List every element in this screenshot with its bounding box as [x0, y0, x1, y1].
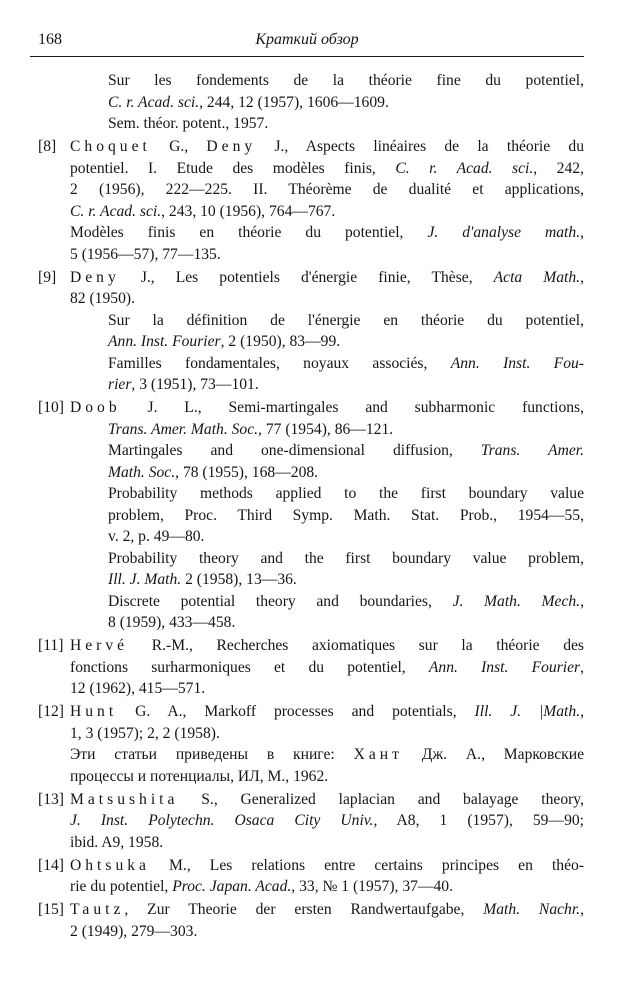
ref-text: , A8, 1 (1957), 59—90;	[373, 812, 584, 829]
ref-text: J. L., Semi-martingales and subharmonic functions,	[120, 399, 584, 416]
reference-number: [11]	[38, 637, 64, 654]
journal-name: Acta Math.	[493, 268, 581, 286]
journal-name: C. r. Acad. sci.	[395, 159, 534, 177]
author-name: Deny	[206, 138, 257, 155]
ref-text: fonctions surharmoniques et du potentiel,	[70, 658, 429, 676]
ref-text: ,	[580, 224, 584, 241]
ref-line	[70, 419, 584, 441]
ref-text: ,	[580, 658, 584, 676]
ref-line: 5 (1956—57), 77—135.	[70, 245, 221, 263]
journal-name: C. r. Acad. sci.	[108, 93, 200, 111]
ref-line: процессы и потенциалы, ИЛ, М., 1962.	[70, 767, 329, 785]
reference-10	[40, 397, 584, 634]
ref-line	[70, 92, 584, 114]
ref-line	[70, 744, 584, 766]
ref-line: ibid. A9, 1958.	[70, 833, 164, 851]
ref-text: M., Les relations entre certains principes en théo-	[149, 856, 584, 874]
ref-text: ,	[580, 592, 584, 610]
author-name: Matsushita	[70, 790, 179, 808]
ref-line: 1, 3 (1957); 2, 2 (1958).	[70, 724, 220, 742]
journal-name: Trans. Amer.	[480, 442, 584, 459]
ref-text: Дж. А., Марковские	[402, 746, 584, 763]
ref-text: Familles fondamentales, noyaux associés,	[108, 354, 451, 372]
ref-text: S., Generalized laplacian and balayage theory,	[178, 790, 584, 808]
journal-name: rier	[108, 376, 132, 393]
ref-line	[70, 267, 584, 289]
reference-15	[40, 899, 584, 942]
journal-name: Ill. J. |Math.	[474, 703, 581, 720]
ref-text: , 242,	[533, 159, 584, 177]
ref-text: , 2 (1950), 83—99.	[220, 333, 341, 350]
reference-number: [13]	[38, 790, 64, 808]
author-name: Ohtsuka	[70, 856, 150, 874]
ref-text: rie du potentiel,	[70, 878, 173, 895]
ref-line	[70, 591, 584, 613]
running-title: Краткий обзор	[255, 31, 359, 48]
ref-line	[70, 876, 584, 898]
ref-text: , 243, 10 (1956), 764—767.	[161, 202, 336, 220]
ref-line: problem, Proc. Third Symp. Math. Stat. Prob., 1954—55,	[108, 506, 584, 524]
ref-line	[70, 462, 584, 484]
ref-text: , 3 (1951), 73—101.	[131, 376, 259, 393]
page-header	[30, 30, 584, 57]
ref-text: Martingales and one-dimensional diffusion,	[108, 442, 481, 459]
ref-line	[70, 657, 584, 679]
reference-9	[40, 267, 584, 396]
author-name: Choquet	[70, 138, 151, 155]
reference-14	[40, 855, 584, 898]
ref-text: , 244, 12 (1957), 1606—1609.	[199, 93, 389, 111]
journal-name: Ann. Inst. Fou-	[450, 354, 584, 372]
ref-text: , 33, № 1 (1957), 37—40.	[291, 878, 454, 895]
ref-text: J., Les potentiels d'énergie finie, Thèse,	[119, 268, 494, 286]
ref-line	[70, 374, 584, 396]
journal-name: J. Inst. Polytechn. Osaca City Univ.	[70, 812, 374, 829]
journal-name: Ann. Inst. Fourier	[428, 658, 581, 676]
ref-text: ,	[580, 901, 584, 918]
ref-line	[70, 158, 584, 180]
ref-line: Sur les fondements de la théorie fine du potentiel,	[108, 72, 584, 89]
ref-line: 2 (1956), 222—225. II. Théorème de dualité et applications,	[70, 181, 584, 198]
ref-line: v. 2, p. 49—80.	[108, 528, 205, 545]
reference-12	[40, 701, 584, 787]
journal-name: Math. Nachr.	[483, 901, 581, 918]
ref-line	[70, 397, 584, 419]
ref-text: Discrete potential theory and boundaries,	[108, 592, 453, 610]
ref-text: , 77 (1954), 86—121.	[258, 420, 394, 438]
reference-number: [15]	[38, 901, 64, 918]
ref-line: 12 (1962), 415—571.	[70, 680, 206, 697]
journal-name: C. r. Acad. sci.	[70, 202, 162, 220]
reference-number: [10]	[38, 399, 64, 416]
ref-line: Probability methods applied to the first boundary value	[108, 485, 584, 502]
ref-line	[70, 353, 584, 375]
journal-name: J. d'analyse math.	[427, 224, 581, 241]
ref-line: Sem. théor. potent., 1957.	[108, 115, 269, 132]
reference-number: [9]	[38, 268, 57, 286]
ref-line	[70, 136, 584, 158]
ref-line	[70, 201, 584, 223]
reference-number: [14]	[38, 856, 64, 874]
ref-line	[70, 701, 584, 723]
ref-line	[70, 222, 584, 244]
journal-name: J. Math. Mech.	[452, 592, 581, 610]
ref-text: G. A., Markoff processes and potentials,	[117, 703, 475, 720]
author-name: Deny	[70, 268, 120, 286]
ref-line	[70, 569, 584, 591]
journal-name: Trans. Amer. Math. Soc.	[108, 420, 259, 438]
ref-line: Probability theory and the first boundary value problem,	[108, 549, 584, 567]
ref-line	[70, 810, 584, 832]
page-number: 168	[38, 31, 62, 48]
ref-line: Sur la définition de l'énergie en théorie du potentiel,	[108, 311, 584, 329]
reference-11	[40, 635, 584, 700]
ref-line	[70, 789, 584, 811]
ref-line	[70, 331, 584, 353]
journal-name: Proc. Japan. Acad.	[172, 878, 292, 895]
ref-text: ,	[580, 703, 584, 720]
ref-text: ,	[580, 268, 584, 286]
ref-line: 82 (1950).	[70, 290, 135, 307]
ref-text: 2 (1958), 13—36.	[181, 571, 297, 588]
journal-name: Ill. J. Math.	[108, 571, 182, 588]
reference-13	[40, 789, 584, 854]
reference-8	[40, 136, 584, 265]
ref-line	[70, 899, 584, 921]
journal-name: Math. Soc.	[108, 463, 176, 481]
reference-list	[40, 70, 584, 944]
author-name: Doob	[70, 399, 121, 416]
ref-line	[70, 440, 584, 462]
ref-text: Modèles finis en théorie du potentiel,	[70, 224, 428, 241]
author-name: Hunt	[70, 703, 118, 720]
ref-line	[70, 855, 584, 877]
ref-text: Эти статьи приведены в книге:	[70, 746, 354, 763]
ref-text: potentiel. I. Etude des modèles finis,	[70, 159, 396, 177]
author-name: Hervé	[70, 637, 129, 654]
ref-text: G.,	[150, 138, 207, 155]
ref-text: J., Aspects linéaires de la théorie du	[256, 138, 584, 155]
reference-number: [8]	[38, 138, 57, 155]
reference-number: [12]	[38, 703, 64, 720]
author-name: Tautz	[70, 901, 125, 918]
journal-name: Ann. Inst. Fourier	[108, 333, 221, 350]
ref-text: R.-M., Recherches axiomatiques sur la théorie des	[128, 637, 584, 654]
author-name: Хант	[353, 746, 403, 763]
ref-text: , 78 (1955), 168—208.	[175, 463, 319, 481]
reference-7-continuation	[40, 70, 584, 135]
ref-line	[70, 635, 584, 657]
ref-line: 8 (1959), 433—458.	[108, 614, 236, 631]
ref-text: , Zur Theorie der ersten Randwertaufgabe,	[124, 901, 484, 918]
ref-line: 2 (1949), 279—303.	[70, 922, 198, 940]
